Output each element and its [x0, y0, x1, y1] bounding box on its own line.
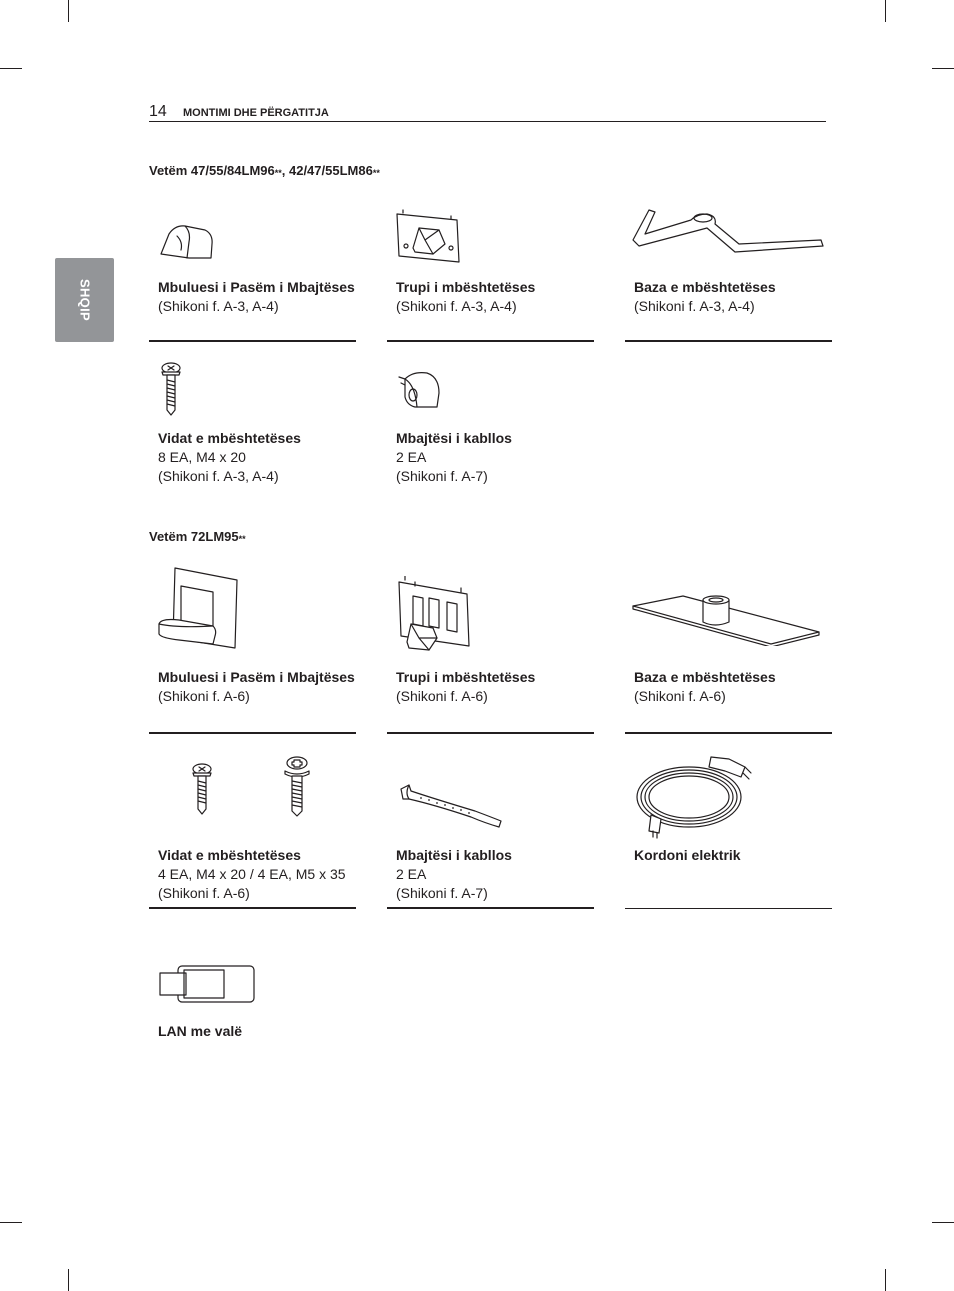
chapter-title: MONTIMI DHE PËRGATITJA: [183, 107, 329, 119]
crop-mark: [0, 68, 22, 69]
screw-icon: [159, 360, 183, 416]
language-tab: [55, 258, 114, 342]
row-divider: [387, 340, 594, 342]
header-rule: [149, 121, 826, 122]
item-wireless-lan: LAN me valë: [149, 955, 356, 1055]
glass-base-icon: [631, 594, 821, 646]
back-cover-icon: [155, 564, 241, 650]
item-glass-base: Baza e mbështetëses (Shikoni f. A-6): [625, 560, 832, 734]
language-tab-label: SHQIP: [77, 279, 92, 321]
item-screws-2: Vidat e mbështetëses 4 EA, M4 x 20 / 4 EA, M5 x 35 (Shikoni f. A-6): [149, 747, 356, 909]
cable-tie-icon: [395, 781, 505, 831]
item-back-cover: Mbuluesi i Pasëm i Mbajtëses (Shikoni f. A-3, A-4): [149, 200, 356, 342]
row-divider: [387, 732, 594, 734]
screw-m5-icon: [283, 755, 311, 817]
cable-holder-icon: [395, 367, 445, 411]
item-power-cord: Kordoni elektrik: [625, 747, 832, 909]
row-divider: [149, 907, 356, 909]
crop-mark: [932, 1222, 954, 1223]
stand-body-icon: [393, 208, 465, 266]
item-stand-body-2: Trupi i mbështetëses (Shikoni f. A-6): [387, 560, 594, 734]
row-divider: [387, 907, 594, 909]
power-cord-icon: [633, 753, 753, 839]
item-cable-holder: Mbajtësi i kabllos 2 EA (Shikoni f. A-7): [387, 355, 594, 495]
item-screws: Vidat e mbështetëses 8 EA, M4 x 20 (Shikoni f. A-3, A-4): [149, 355, 356, 495]
section-title-1: Vetëm 47/55/84LM96**, 42/47/55LM86**: [149, 163, 380, 178]
row-divider: [625, 732, 832, 734]
crop-mark: [68, 1269, 69, 1291]
item-stand-body: Trupi i mbështetëses (Shikoni f. A-3, A-4): [387, 200, 594, 342]
item-stand-base: Baza e mbështetëses (Shikoni f. A-3, A-4): [625, 200, 832, 342]
screw-icon: [189, 761, 215, 815]
stand-base-icon: [631, 206, 827, 256]
item-cable-tie: Mbajtësi i kabllos 2 EA (Shikoni f. A-7): [387, 747, 594, 909]
row-divider: [149, 340, 356, 342]
crop-mark: [885, 1269, 886, 1291]
stand-body-icon: [393, 576, 473, 654]
row-divider: [625, 908, 832, 909]
page-number: 14: [149, 103, 167, 120]
row-divider: [149, 732, 356, 734]
back-cover-icon: [157, 220, 217, 265]
crop-mark: [68, 0, 69, 22]
crop-mark: [0, 1222, 22, 1223]
wireless-lan-dongle-icon: [158, 963, 258, 1005]
section-title-2: Vetëm 72LM95**: [149, 529, 246, 544]
crop-mark: [885, 0, 886, 22]
row-divider: [625, 340, 832, 342]
crop-mark: [932, 68, 954, 69]
item-back-cover-2: Mbuluesi i Pasëm i Mbajtëses (Shikoni f. A-6): [149, 560, 356, 734]
